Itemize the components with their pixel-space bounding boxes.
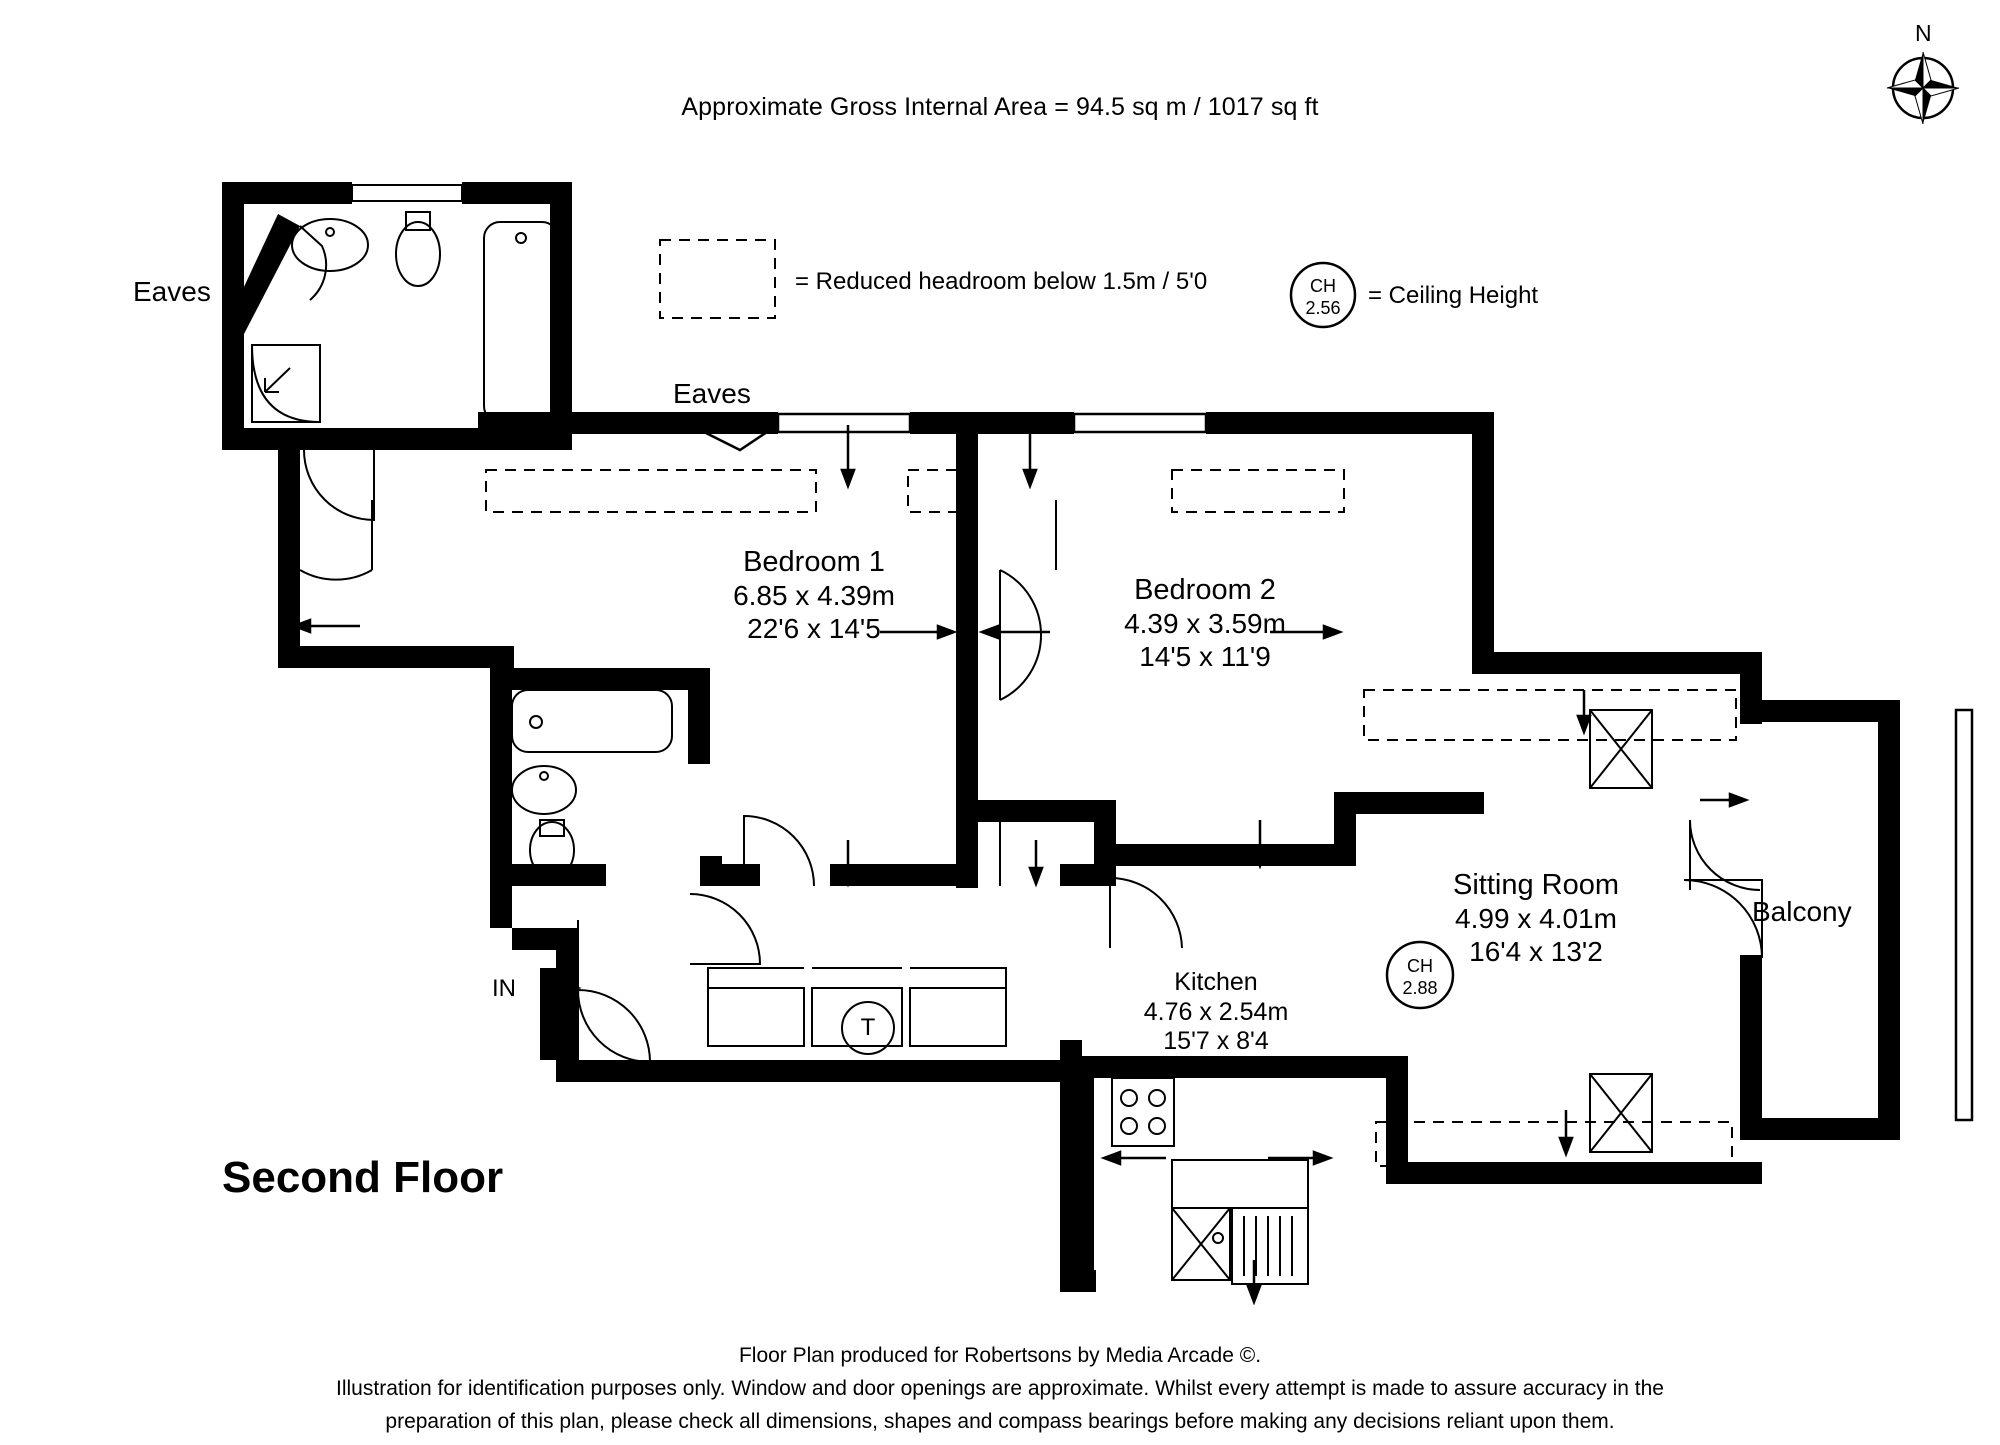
door-icon — [300, 500, 372, 580]
entrance-label: IN — [492, 975, 516, 1002]
floor-title: Second Floor — [222, 1153, 504, 1202]
room-dim-imperial: 14'5 x 11'9 — [1139, 641, 1271, 673]
room-name: Sitting Room — [1452, 869, 1620, 901]
footer-line-2: Illustration for identification purposes only. Window and door openings are approximate. Whilst every attempt is made to assure accuracy in the — [336, 1377, 1664, 1400]
legend-headroom-swatch — [660, 240, 775, 318]
room-dim-metric: 4.99 x 4.01m — [1455, 903, 1617, 935]
compass-north-label: N — [1915, 20, 1932, 46]
kitchen-units — [708, 968, 1006, 1054]
footer-line-3: preparation of this plan, please check all dimensions, shapes and compass bearings before making any decisions reliant upon them. — [385, 1410, 1615, 1433]
room-name: Kitchen — [1174, 968, 1258, 996]
room-label-sitting-room — [1453, 868, 1619, 968]
room-dim-imperial: 22'6 x 14'5 — [747, 613, 881, 645]
door-icon — [690, 894, 760, 964]
room-dim-metric: 6.85 x 4.39m — [733, 580, 895, 612]
basin-icon — [292, 219, 368, 271]
plan-detail-lines — [252, 212, 1762, 1284]
eaves-label-left: Eaves — [133, 276, 211, 307]
eaves-label-center: Eaves — [673, 378, 751, 409]
ceiling-height-label: CH — [1407, 956, 1433, 976]
sink-icon — [1172, 1208, 1308, 1284]
room-label-kitchen — [1144, 968, 1289, 1057]
window-feature-icon — [1590, 1074, 1652, 1152]
legend-ch-symbol-value: 2.56 — [1305, 298, 1341, 318]
room-name: Bedroom 1 — [743, 546, 885, 578]
room-dim-imperial: 16'4 x 13'2 — [1469, 936, 1603, 968]
basin-icon — [512, 766, 576, 814]
footer-line-1: Floor Plan produced for Robertsons by Media Arcade ©. — [738, 1344, 1262, 1367]
room-label-bedroom-2 — [1124, 573, 1286, 673]
ceiling-height-value: 2.88 — [1402, 978, 1438, 998]
room-label-bedroom-1 — [733, 545, 895, 645]
shower-icon — [252, 345, 320, 422]
room-label-balcony: Balcony — [1752, 896, 1852, 927]
compass-rose-icon — [1887, 52, 1959, 124]
bath-icon — [512, 690, 672, 752]
thermostat-marker-label: T — [860, 1014, 876, 1041]
room-name: Bedroom 2 — [1134, 574, 1276, 606]
legend-ceiling-height-label: = Ceiling Height — [1368, 282, 1539, 309]
window-feature-icon — [1590, 710, 1652, 788]
legend-ch-symbol-top: CH — [1310, 276, 1336, 296]
legend-reduced-headroom-label: = Reduced headroom below 1.5m / 5'0 — [795, 268, 1208, 295]
hob-icon — [1112, 1078, 1174, 1146]
room-dim-imperial: 15'7 x 8'4 — [1163, 1027, 1269, 1055]
room-dim-metric: 4.39 x 3.59m — [1124, 608, 1286, 640]
gross-internal-area-text: Approximate Gross Internal Area = 94.5 sq m / 1017 sq ft — [681, 93, 1319, 121]
balcony-door-icon — [1684, 880, 1762, 958]
wc-icon — [396, 222, 440, 286]
room-dim-metric: 4.76 x 2.54m — [1143, 997, 1289, 1026]
bath-icon — [484, 222, 558, 422]
door-icon — [1110, 878, 1182, 948]
entrance-door-icon — [578, 990, 650, 1062]
door-icon — [304, 450, 374, 520]
